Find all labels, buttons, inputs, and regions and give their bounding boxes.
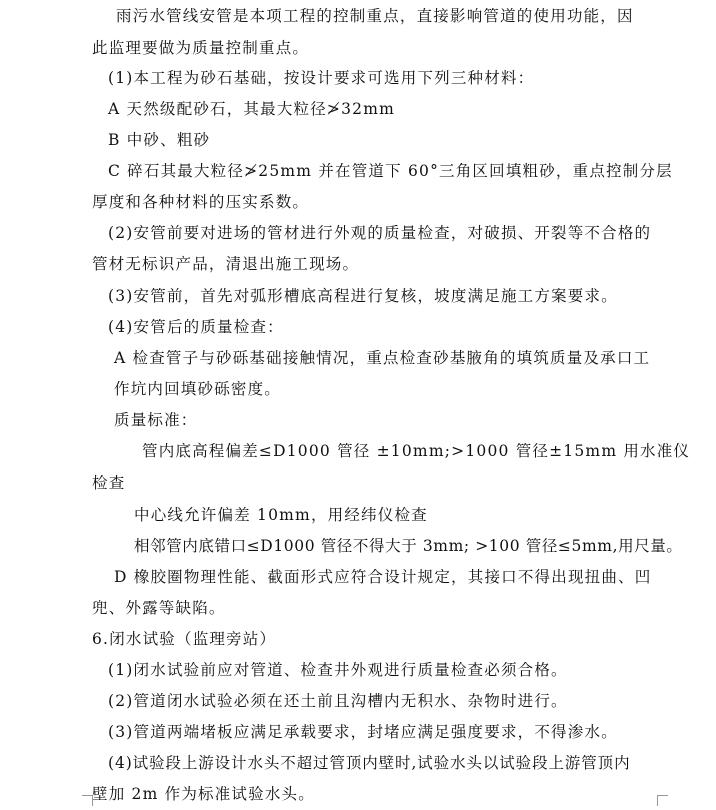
paragraph-line: 壁加 2m 作为标准试验水头。 <box>92 785 315 803</box>
paragraph-line: 厚度和各种材料的压实系数。 <box>92 193 310 211</box>
paragraph-line: D 橡胶圈物理性能、截面形式应符合设计规定，其接口不得出现扭曲、凹 <box>114 568 652 586</box>
paragraph-line: 中心线允许偏差 10mm，用经纬仪检查 <box>134 506 428 524</box>
paragraph-line: (4)试验段上游设计水头不超过管顶内壁时,试验水头以试验段上游管顶内 <box>108 754 631 772</box>
paragraph-line: 管材无标识产品，清退出施工现场。 <box>92 255 360 273</box>
paragraph-line: 此监理要做为质量控制重点。 <box>92 39 310 57</box>
paragraph-line: (1)本工程为砂石基础，按设计要求可选用下列三种材料： <box>108 69 535 87</box>
paragraph-line: 相邻管内底错口≤D1000 管径不得大于 3mm; >100 管径≤5mm,用尺量。 <box>134 537 683 555</box>
paragraph-line: (2)管道闭水试验必须在还土前且沟槽内无积水、杂物时进行。 <box>108 692 568 710</box>
paragraph-line: 质量标准： <box>114 411 198 429</box>
paragraph-line: (3)管道两端堵板应满足承载要求，封堵应满足强度要求，不得渗水。 <box>108 723 618 741</box>
paragraph-line: A 检查管子与砂砾基础接触情况，重点检查砂基腋角的填筑质量及承口工 <box>114 349 651 367</box>
paragraph-line: B 中砂、粗砂 <box>108 131 211 149</box>
page-corner-mark <box>657 795 668 806</box>
paragraph-line: A 天然级配砂石，其最大粒径≯32mm <box>108 100 396 118</box>
paragraph-line: C 碎石其最大粒径≯25mm 并在管道下 60°三角区回填粗砂，重点控制分层 <box>108 162 673 180</box>
section-heading: 6.闭水试验（监理旁站） <box>92 630 277 648</box>
paragraph-line: 作坑内回填砂砾密度。 <box>114 380 282 398</box>
paragraph-line: (2)安管前要对进场的管材进行外观的质量检查，对破损、开裂等不合格的 <box>108 224 652 242</box>
paragraph-line: 管内底高程偏差≤D1000 管径 ±10mm;>1000 管径±15mm 用水准仪 <box>142 442 691 460</box>
paragraph-line: 雨污水管线安管是本项工程的控制重点，直接影响管道的使用功能，因 <box>116 7 634 25</box>
page-corner-mark <box>82 795 93 806</box>
paragraph-line: (4)安管后的质量检查： <box>108 318 284 336</box>
paragraph-line: 检查 <box>92 474 126 492</box>
paragraph-line: (1)闭水试验前应对管道、检查井外观进行质量检查必须合格。 <box>108 661 568 679</box>
paragraph-line: (3)安管前，首先对弧形槽底高程进行复核，坡度满足施工方案要求。 <box>108 287 618 305</box>
paragraph-line: 兜、外露等缺陷。 <box>92 599 226 617</box>
